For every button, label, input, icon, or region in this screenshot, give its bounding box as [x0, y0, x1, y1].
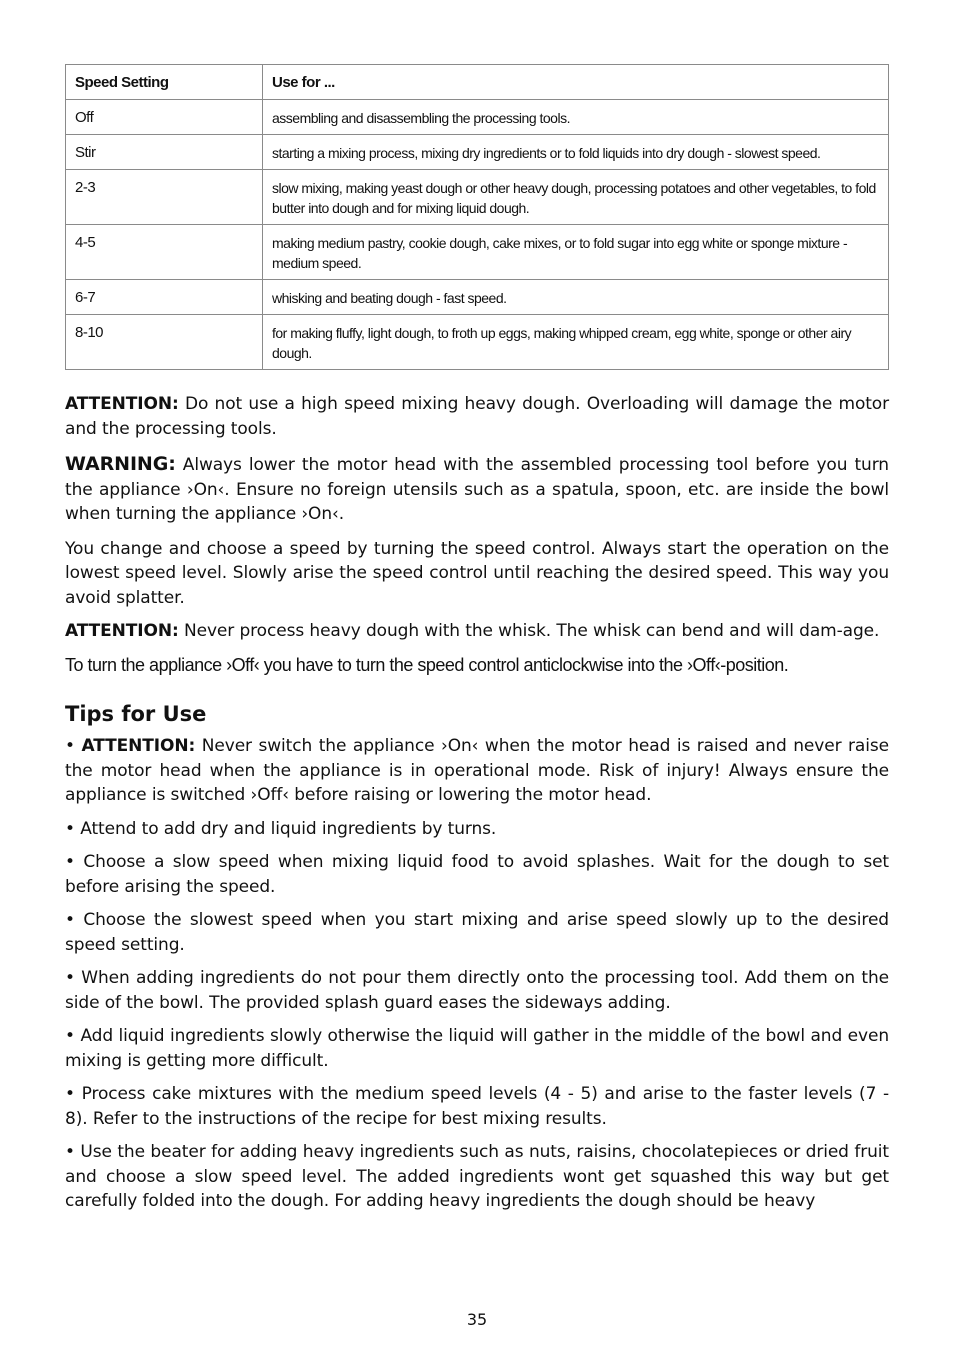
list-item: [65, 1024, 889, 1073]
list-item: [65, 817, 889, 842]
use-for-cell: making medium pastry, cookie dough, cake mixes, or to fold sugar into egg white or sponge mixture - medium speed.: [263, 225, 889, 280]
list-item: [65, 850, 889, 899]
tip-text: Use the beater for adding heavy ingredients such as nuts, raisins, chocolatepieces or dried fruit and choose a slow speed level. The added ingredients wont get squashed this way but get carefully folded into the dough. For adding heavy ingredients the dough should be heavy: [65, 1142, 889, 1211]
attention-label: ATTENTION:: [81, 736, 196, 756]
table-row: [66, 135, 889, 170]
speed-change-paragraph: You change and choose a speed by turning the speed control. Always start the operation on the lowest speed level. Slowly arise the speed control until reaching the desired speed. This way you avoid splatter.: [65, 538, 889, 608]
tip-text: Choose the slowest speed when you start mixing and arise speed slowly up to the desired speed setting.: [65, 910, 889, 955]
tip-text: When adding ingredients do not pour them directly onto the processing tool. Add them on the side of the bowl. The provided splash guard eases the sideways adding.: [65, 968, 890, 1013]
tip-text: Attend to add dry and liquid ingredients by turns.: [80, 818, 497, 839]
tip-item-attention: [65, 734, 889, 808]
tip-text: Add liquid ingredients slowly otherwise the liquid will gather in the middle of the bowl and even mixing is getting more difficult.: [65, 1026, 889, 1071]
table-header-row: [66, 65, 889, 100]
use-for-cell: starting a mixing process, mixing dry ingredients or to fold liquids into dry dough - slowest speed.: [263, 135, 889, 170]
attention-overload-note: [65, 392, 889, 441]
bullet: •: [65, 968, 75, 988]
bullet: •: [65, 1084, 75, 1104]
list-item: [65, 966, 889, 1015]
speed-setting-table: [65, 64, 889, 370]
table-row: [66, 280, 889, 315]
bullet: •: [65, 910, 75, 930]
list-item: [65, 908, 889, 957]
warning-text: Always lower the motor head with the assembled processing tool before you turn the appliance ›On‹. Ensure no foreign utensils such as a spatula, spoon, etc. are inside the bowl when turning the appliance ›On‹.: [65, 455, 889, 524]
list-item: [65, 1140, 889, 1214]
tips-section-title: Tips for Use: [65, 702, 207, 726]
use-for-cell: whisking and beating dough - fast speed.: [263, 280, 889, 315]
table-row: [66, 315, 889, 370]
bullet: •: [65, 852, 75, 872]
attention-text: Do not use a high speed mixing heavy dough. Overloading will damage the motor and the processing tools.: [65, 394, 889, 439]
use-for-cell: assembling and disassembling the processing tools.: [263, 100, 889, 135]
bullet: •: [65, 1142, 75, 1162]
list-item: [65, 1082, 889, 1131]
speed-setting-cell: 4-5: [66, 225, 263, 280]
column-header-speed-setting: Speed Setting: [66, 65, 263, 100]
table-row: [66, 225, 889, 280]
tip-text: Process cake mixtures with the medium speed levels (4 - 5) and arise to the faster levels (7 - 8). Refer to the instructions of the recipe for best mixing results.: [65, 1084, 890, 1129]
bullet: •: [65, 818, 75, 839]
speed-setting-cell: Off: [66, 100, 263, 135]
speed-setting-cell: Stir: [66, 135, 263, 170]
attention-whisk-note: [65, 619, 889, 644]
turn-off-paragraph: To turn the appliance ›Off‹ you have to turn the speed control anticlockwise into the ›Off‹-position.: [65, 654, 789, 675]
table-row: [66, 100, 889, 135]
page-number: 35: [466, 1310, 488, 1329]
warning-label: WARNING:: [65, 453, 176, 475]
speed-setting-cell: 8-10: [66, 315, 263, 370]
use-for-cell: for making fluffy, light dough, to froth up eggs, making whipped cream, egg white, sponge or other airy dough.: [263, 315, 889, 370]
column-header-use-for: Use for ...: [263, 65, 889, 100]
attention-label: ATTENTION:: [65, 621, 179, 641]
attention-label: ATTENTION:: [65, 394, 179, 414]
tip-text: Never switch the appliance ›On‹ when the motor head is raised and never raise the motor head when the appliance is in operational mode. Risk of injury! Always ensure the appliance is switched ›Off‹ before raising or lowering the motor head.: [65, 736, 889, 805]
bullet: •: [65, 736, 75, 756]
warning-note: [65, 452, 889, 527]
use-for-cell: slow mixing, making yeast dough or other heavy dough, processing potatoes and other vegetables, to fold butter into dough and for mixing liquid dough.: [263, 170, 889, 225]
bullet: •: [65, 1026, 75, 1046]
manual-page: [65, 64, 889, 1214]
tip-text: Choose a slow speed when mixing liquid food to avoid splashes. Wait for the dough to set before arising the speed.: [65, 852, 889, 897]
table-row: [66, 170, 889, 225]
speed-setting-cell: 6-7: [66, 280, 263, 315]
attention-text: Never process heavy dough with the whisk. The whisk can bend and will dam-age.: [178, 621, 880, 641]
speed-setting-cell: 2-3: [66, 170, 263, 225]
